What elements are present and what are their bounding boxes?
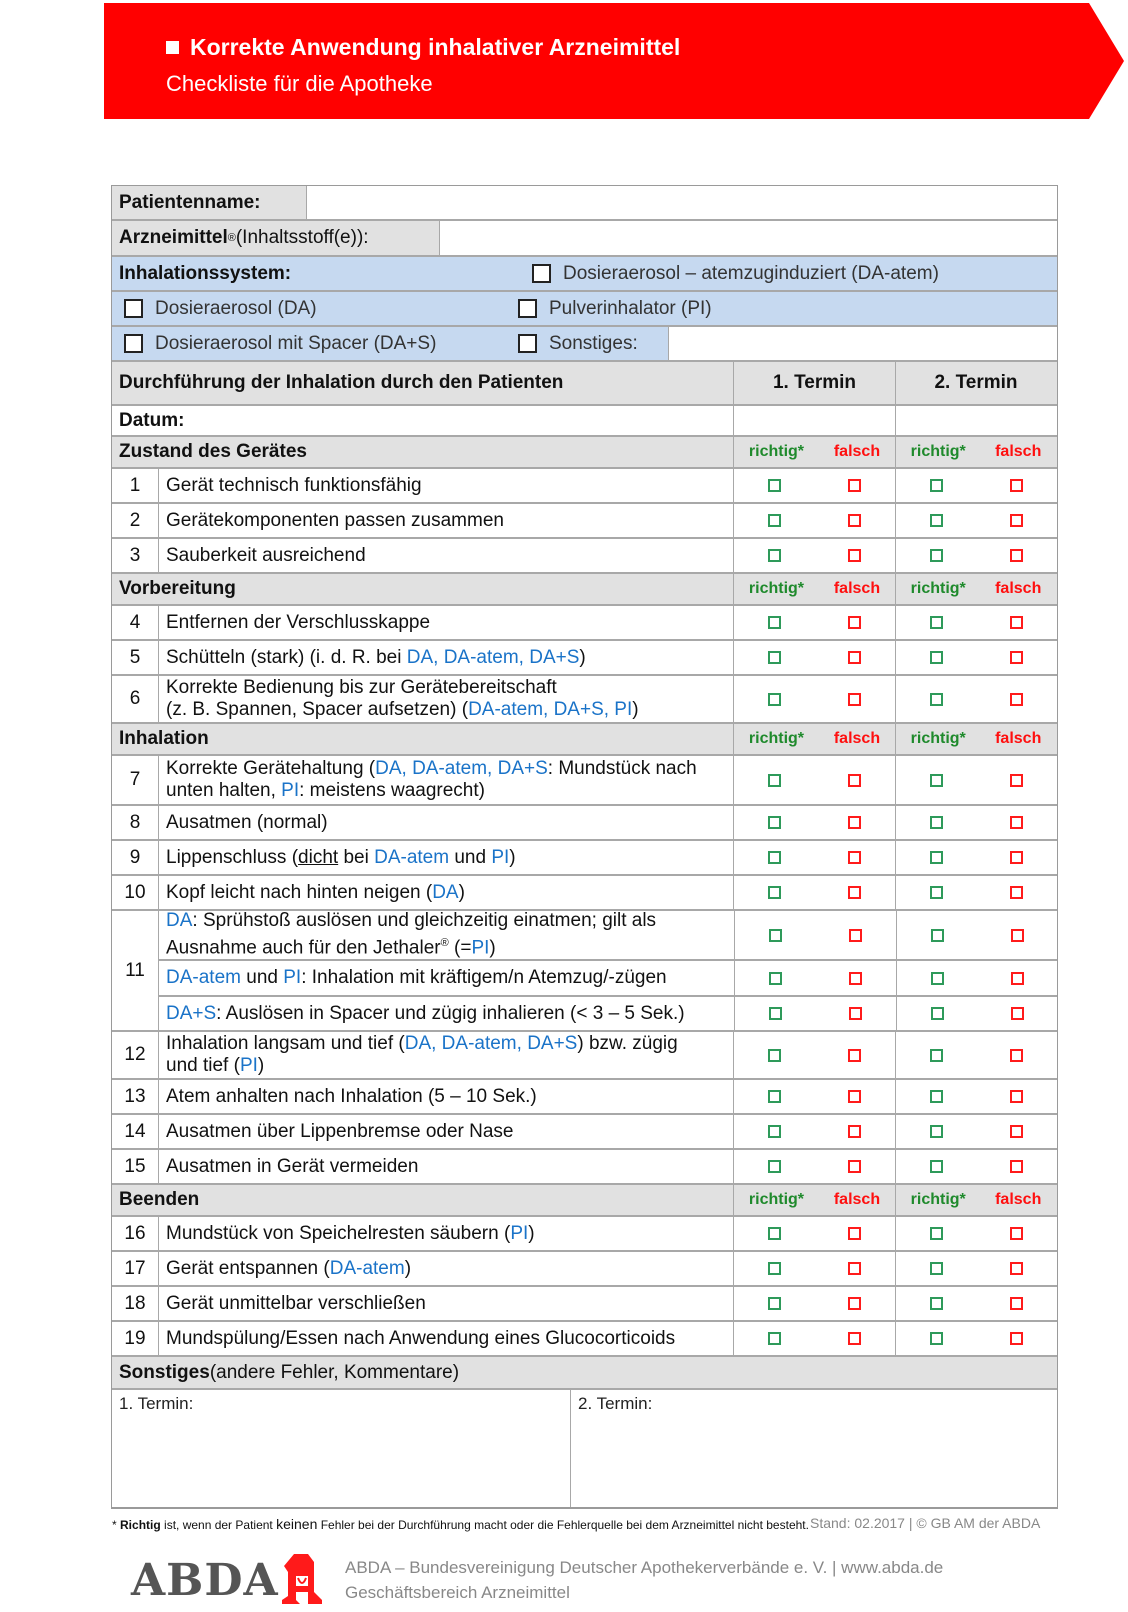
section-header-vorbereitung: Vorbereitung richtig* falsch richtig* falsch	[112, 574, 1057, 606]
checkbox-richtig[interactable]	[768, 651, 781, 664]
checkbox-falsch[interactable]	[848, 651, 861, 664]
checkbox-richtig[interactable]	[768, 1227, 781, 1240]
option-sonstiges[interactable]: Sonstiges:	[518, 327, 668, 360]
checkbox-richtig[interactable]	[768, 479, 781, 492]
table-row: 16 Mundstück von Speichelresten säubern (PI)	[112, 1217, 1057, 1252]
checkbox-richtig[interactable]	[930, 549, 943, 562]
organization-line: ABDA – Bundesvereinigung Deutscher Apothekerverbände e. V. | www.abda.de	[345, 1558, 944, 1577]
checkbox-richtig[interactable]	[768, 1125, 781, 1138]
checkbox-falsch[interactable]	[848, 1049, 861, 1062]
checkbox-falsch[interactable]	[848, 1125, 861, 1138]
page-subtitle: Checkliste für die Apotheke	[166, 71, 433, 96]
checkbox-richtig[interactable]	[930, 886, 943, 899]
footnote: * Richtig ist, wenn der Patient keinen Fehler bei der Durchführung macht oder die Fehlerquelle bei dem Arzneimittel nicht besteht.	[112, 1516, 809, 1532]
checkbox-richtig[interactable]	[930, 1297, 943, 1310]
inhalation-system-label: Inhalationssystem:	[119, 262, 292, 284]
checkbox-richtig[interactable]	[768, 693, 781, 706]
drug-label: Arzneimittel ® (Inhaltsstoff(e)):	[112, 221, 439, 255]
checkbox-richtig[interactable]	[930, 651, 943, 664]
table-row: 19 Mundspülung/Essen nach Anwendung eines Glucocorticoids	[112, 1322, 1057, 1357]
checklist-form	[111, 185, 1058, 1509]
section-header-inhalation: Inhalation richtig* falsch richtig* falsch	[112, 724, 1057, 756]
option-da-atem[interactable]: Dosieraerosol – atemzuginduziert (DA-atem)	[532, 257, 939, 290]
table-row: 14 Ausatmen über Lippenbremse oder Nase	[112, 1115, 1057, 1150]
sonstiges-field[interactable]	[668, 327, 1057, 360]
comments-header: Sonstiges (andere Fehler, Kommentare)	[112, 1357, 1057, 1390]
table-row: 13 Atem anhalten nach Inhalation (5 – 10 Sek.)	[112, 1080, 1057, 1115]
section-header-beenden: Beenden richtig* falsch richtig* falsch	[112, 1185, 1057, 1217]
table-subrow: DA-atem und PI: Inhalation mit kräftigem/n Atemzug/-zügen	[159, 961, 1057, 997]
checkbox-falsch[interactable]	[849, 972, 862, 985]
table-row: 8 Ausatmen (normal)	[112, 806, 1057, 841]
checkbox-da-atem[interactable]	[532, 264, 551, 283]
comments-body	[112, 1390, 1057, 1507]
checkbox-richtig[interactable]	[930, 1262, 943, 1275]
checkbox-richtig[interactable]	[768, 549, 781, 562]
checkbox-falsch[interactable]	[1010, 1262, 1023, 1275]
version-stamp: Stand: 02.2017 | © GB AM der ABDA	[810, 1515, 1041, 1531]
checkbox-falsch[interactable]	[1010, 774, 1023, 787]
table-row: 3 Sauberkeit ausreichend	[112, 539, 1057, 574]
comments-term1-field[interactable]: 1. Termin:	[112, 1390, 571, 1507]
checkbox-falsch[interactable]	[848, 886, 861, 899]
checkbox-richtig[interactable]	[768, 1297, 781, 1310]
banner-arrow-shape	[104, 3, 1124, 123]
checkbox-pi[interactable]	[518, 299, 537, 318]
checkbox-falsch[interactable]	[1011, 972, 1024, 985]
checkbox-falsch[interactable]	[1010, 616, 1023, 629]
checkbox-falsch[interactable]	[848, 851, 861, 864]
checkbox-richtig[interactable]	[768, 1090, 781, 1103]
checkbox-falsch[interactable]	[848, 514, 861, 527]
table-row: 6 Korrekte Bedienung bis zur Gerätebereitschaft (z. B. Spannen, Spacer aufsetzen) (DA-atem, DA+S, PI)	[112, 676, 1057, 724]
checkbox-falsch[interactable]	[1010, 693, 1023, 706]
checkbox-richtig[interactable]	[930, 774, 943, 787]
checkbox-falsch[interactable]	[848, 1160, 861, 1173]
square-bullet-icon	[166, 41, 179, 54]
patient-name-row	[112, 186, 1057, 221]
checkbox-falsch[interactable]	[848, 816, 861, 829]
checkbox-falsch[interactable]	[1010, 549, 1023, 562]
checkbox-richtig[interactable]	[930, 479, 943, 492]
date-label: Datum:	[119, 409, 185, 431]
checkbox-falsch[interactable]	[1010, 651, 1023, 664]
table-title: Durchführung der Inhalation durch den Patienten	[119, 372, 564, 393]
inhalation-system-row-2	[112, 292, 1057, 327]
checkbox-falsch[interactable]	[848, 1332, 861, 1345]
table-row: 18 Gerät unmittelbar verschließen	[112, 1287, 1057, 1322]
checkbox-falsch[interactable]	[848, 693, 861, 706]
header-banner	[104, 3, 1124, 123]
checkbox-falsch[interactable]	[1010, 1160, 1023, 1173]
checkbox-falsch[interactable]	[1010, 1125, 1023, 1138]
term2-header: 2. Termin	[895, 362, 1056, 404]
checkbox-falsch[interactable]	[849, 929, 862, 942]
checkbox-richtig[interactable]	[768, 816, 781, 829]
checkbox-falsch[interactable]	[1010, 816, 1023, 829]
table-row: 5 Schütteln (stark) (i. d. R. bei DA, DA-atem, DA+S)	[112, 641, 1057, 676]
checkbox-falsch[interactable]	[848, 616, 861, 629]
table-row: 9 Lippenschluss (dicht bei DA-atem und PI)	[112, 841, 1057, 876]
checkbox-richtig[interactable]	[768, 616, 781, 629]
patient-name-field[interactable]	[306, 186, 1057, 219]
date-row	[112, 406, 1057, 437]
option-da-s[interactable]: Dosieraerosol mit Spacer (DA+S)	[112, 327, 518, 360]
checkbox-richtig[interactable]	[930, 851, 943, 864]
drug-row	[112, 221, 1057, 257]
date-term2-field[interactable]	[895, 406, 1056, 435]
checkbox-falsch[interactable]	[1011, 1007, 1024, 1020]
table-row: 12 Inhalation langsam und tief (DA, DA-atem, DA+S) bzw. zügig und tief (PI)	[112, 1032, 1057, 1080]
inhalation-system-row-3	[112, 327, 1057, 362]
table-row: 15 Ausatmen in Gerät vermeiden	[112, 1150, 1057, 1185]
abda-logo-text: ABDA	[131, 1555, 279, 1606]
checkbox-richtig[interactable]	[931, 972, 944, 985]
table-row: 10 Kopf leicht nach hinten neigen (DA)	[112, 876, 1057, 911]
patient-name-label: Patientenname:	[112, 186, 306, 219]
checkbox-falsch[interactable]	[1010, 479, 1023, 492]
checkbox-richtig[interactable]	[768, 1262, 781, 1275]
checkbox-richtig[interactable]	[930, 1227, 943, 1240]
checkbox-richtig[interactable]	[768, 886, 781, 899]
table-header-row	[112, 362, 1057, 406]
checkbox-richtig[interactable]	[769, 1007, 782, 1020]
checkbox-falsch[interactable]	[848, 479, 861, 492]
checkbox-richtig[interactable]	[768, 1332, 781, 1345]
checkbox-richtig[interactable]	[768, 1049, 781, 1062]
checkbox-richtig[interactable]	[930, 514, 943, 527]
table-row: 1 Gerät technisch funktionsfähig	[112, 469, 1057, 504]
checkbox-falsch[interactable]	[1010, 1227, 1023, 1240]
checkbox-richtig[interactable]	[930, 693, 943, 706]
section-header-zustand: Zustand des Gerätes richtig* falsch richtig* falsch	[112, 437, 1057, 469]
checkbox-falsch[interactable]	[849, 1007, 862, 1020]
table-row: 4 Entfernen der Verschlusskappe	[112, 606, 1057, 641]
checkbox-falsch[interactable]	[848, 774, 861, 787]
checkbox-sonstiges[interactable]	[518, 334, 537, 353]
checkbox-da-s[interactable]	[124, 334, 143, 353]
checkbox-falsch[interactable]	[848, 1090, 861, 1103]
table-subrow: DA+S: Auslösen in Spacer und zügig inhalieren (< 3 – 5 Sek.)	[159, 997, 1057, 1030]
checkbox-richtig[interactable]	[768, 774, 781, 787]
drug-field[interactable]	[439, 221, 1057, 255]
checkbox-richtig[interactable]	[930, 1090, 943, 1103]
checkbox-falsch[interactable]	[1010, 1049, 1023, 1062]
checkbox-richtig[interactable]	[930, 1049, 943, 1062]
checkbox-richtig[interactable]	[930, 1160, 943, 1173]
checkbox-falsch[interactable]	[1010, 1332, 1023, 1345]
checkbox-richtig[interactable]	[930, 1332, 943, 1345]
checkbox-falsch[interactable]	[1010, 514, 1023, 527]
checkbox-richtig[interactable]	[769, 929, 782, 942]
checkbox-falsch[interactable]	[1011, 929, 1024, 942]
option-da[interactable]: Dosieraerosol (DA)	[112, 292, 518, 325]
checkbox-richtig[interactable]	[930, 816, 943, 829]
checkbox-falsch[interactable]	[848, 549, 861, 562]
checkbox-da[interactable]	[124, 299, 143, 318]
checkbox-richtig[interactable]	[931, 929, 944, 942]
checkbox-falsch[interactable]	[848, 1262, 861, 1275]
checkbox-falsch[interactable]	[848, 1227, 861, 1240]
checkbox-richtig[interactable]	[930, 616, 943, 629]
comments-term2-field[interactable]: 2. Termin:	[578, 1394, 653, 1413]
checkbox-falsch[interactable]	[1010, 886, 1023, 899]
table-subrow: DA: Sprühstoß auslösen und gleichzeitig einatmen; gilt als Ausnahme auch für den Jethaler® (=PI)	[159, 911, 1057, 961]
apotheke-a-logo-icon	[278, 1552, 326, 1611]
checkbox-richtig[interactable]	[768, 514, 781, 527]
inhalation-system-row	[112, 257, 1057, 292]
page-title: Korrekte Anwendung inhalativer Arzneimittel	[166, 34, 680, 61]
checkbox-richtig[interactable]	[931, 1007, 944, 1020]
table-row: 7 Korrekte Gerätehaltung (DA, DA-atem, DA+S: Mundstück nach unten halten, PI: meistens waagrecht)	[112, 756, 1057, 806]
term1-header: 1. Termin	[733, 362, 895, 404]
table-row: 2 Gerätekomponenten passen zusammen	[112, 504, 1057, 539]
checkbox-falsch[interactable]	[1010, 1090, 1023, 1103]
checkbox-richtig[interactable]	[930, 1125, 943, 1138]
checkbox-falsch[interactable]	[848, 1297, 861, 1310]
table-row-11: 11 DA: Sprühstoß auslösen und gleichzeitig einatmen; gilt als Ausnahme auch für den Jethaler® (=PI) DA-atem und PI: Inhalation mit kräftigem/n Atemzug/-zügen DA+S: Auslösen in Spacer und zügig inhalieren (< 3 – 5 Sek.)	[112, 911, 1057, 1032]
checkbox-richtig[interactable]	[768, 851, 781, 864]
department-line: Geschäftsbereich Arzneimittel	[345, 1583, 570, 1602]
checkbox-richtig[interactable]	[769, 972, 782, 985]
date-term1-field[interactable]	[733, 406, 895, 435]
checkbox-richtig[interactable]	[768, 1160, 781, 1173]
checkbox-falsch[interactable]	[1010, 851, 1023, 864]
option-pi[interactable]: Pulverinhalator (PI)	[518, 292, 712, 325]
table-row: 17 Gerät entspannen (DA-atem)	[112, 1252, 1057, 1287]
checkbox-falsch[interactable]	[1010, 1297, 1023, 1310]
